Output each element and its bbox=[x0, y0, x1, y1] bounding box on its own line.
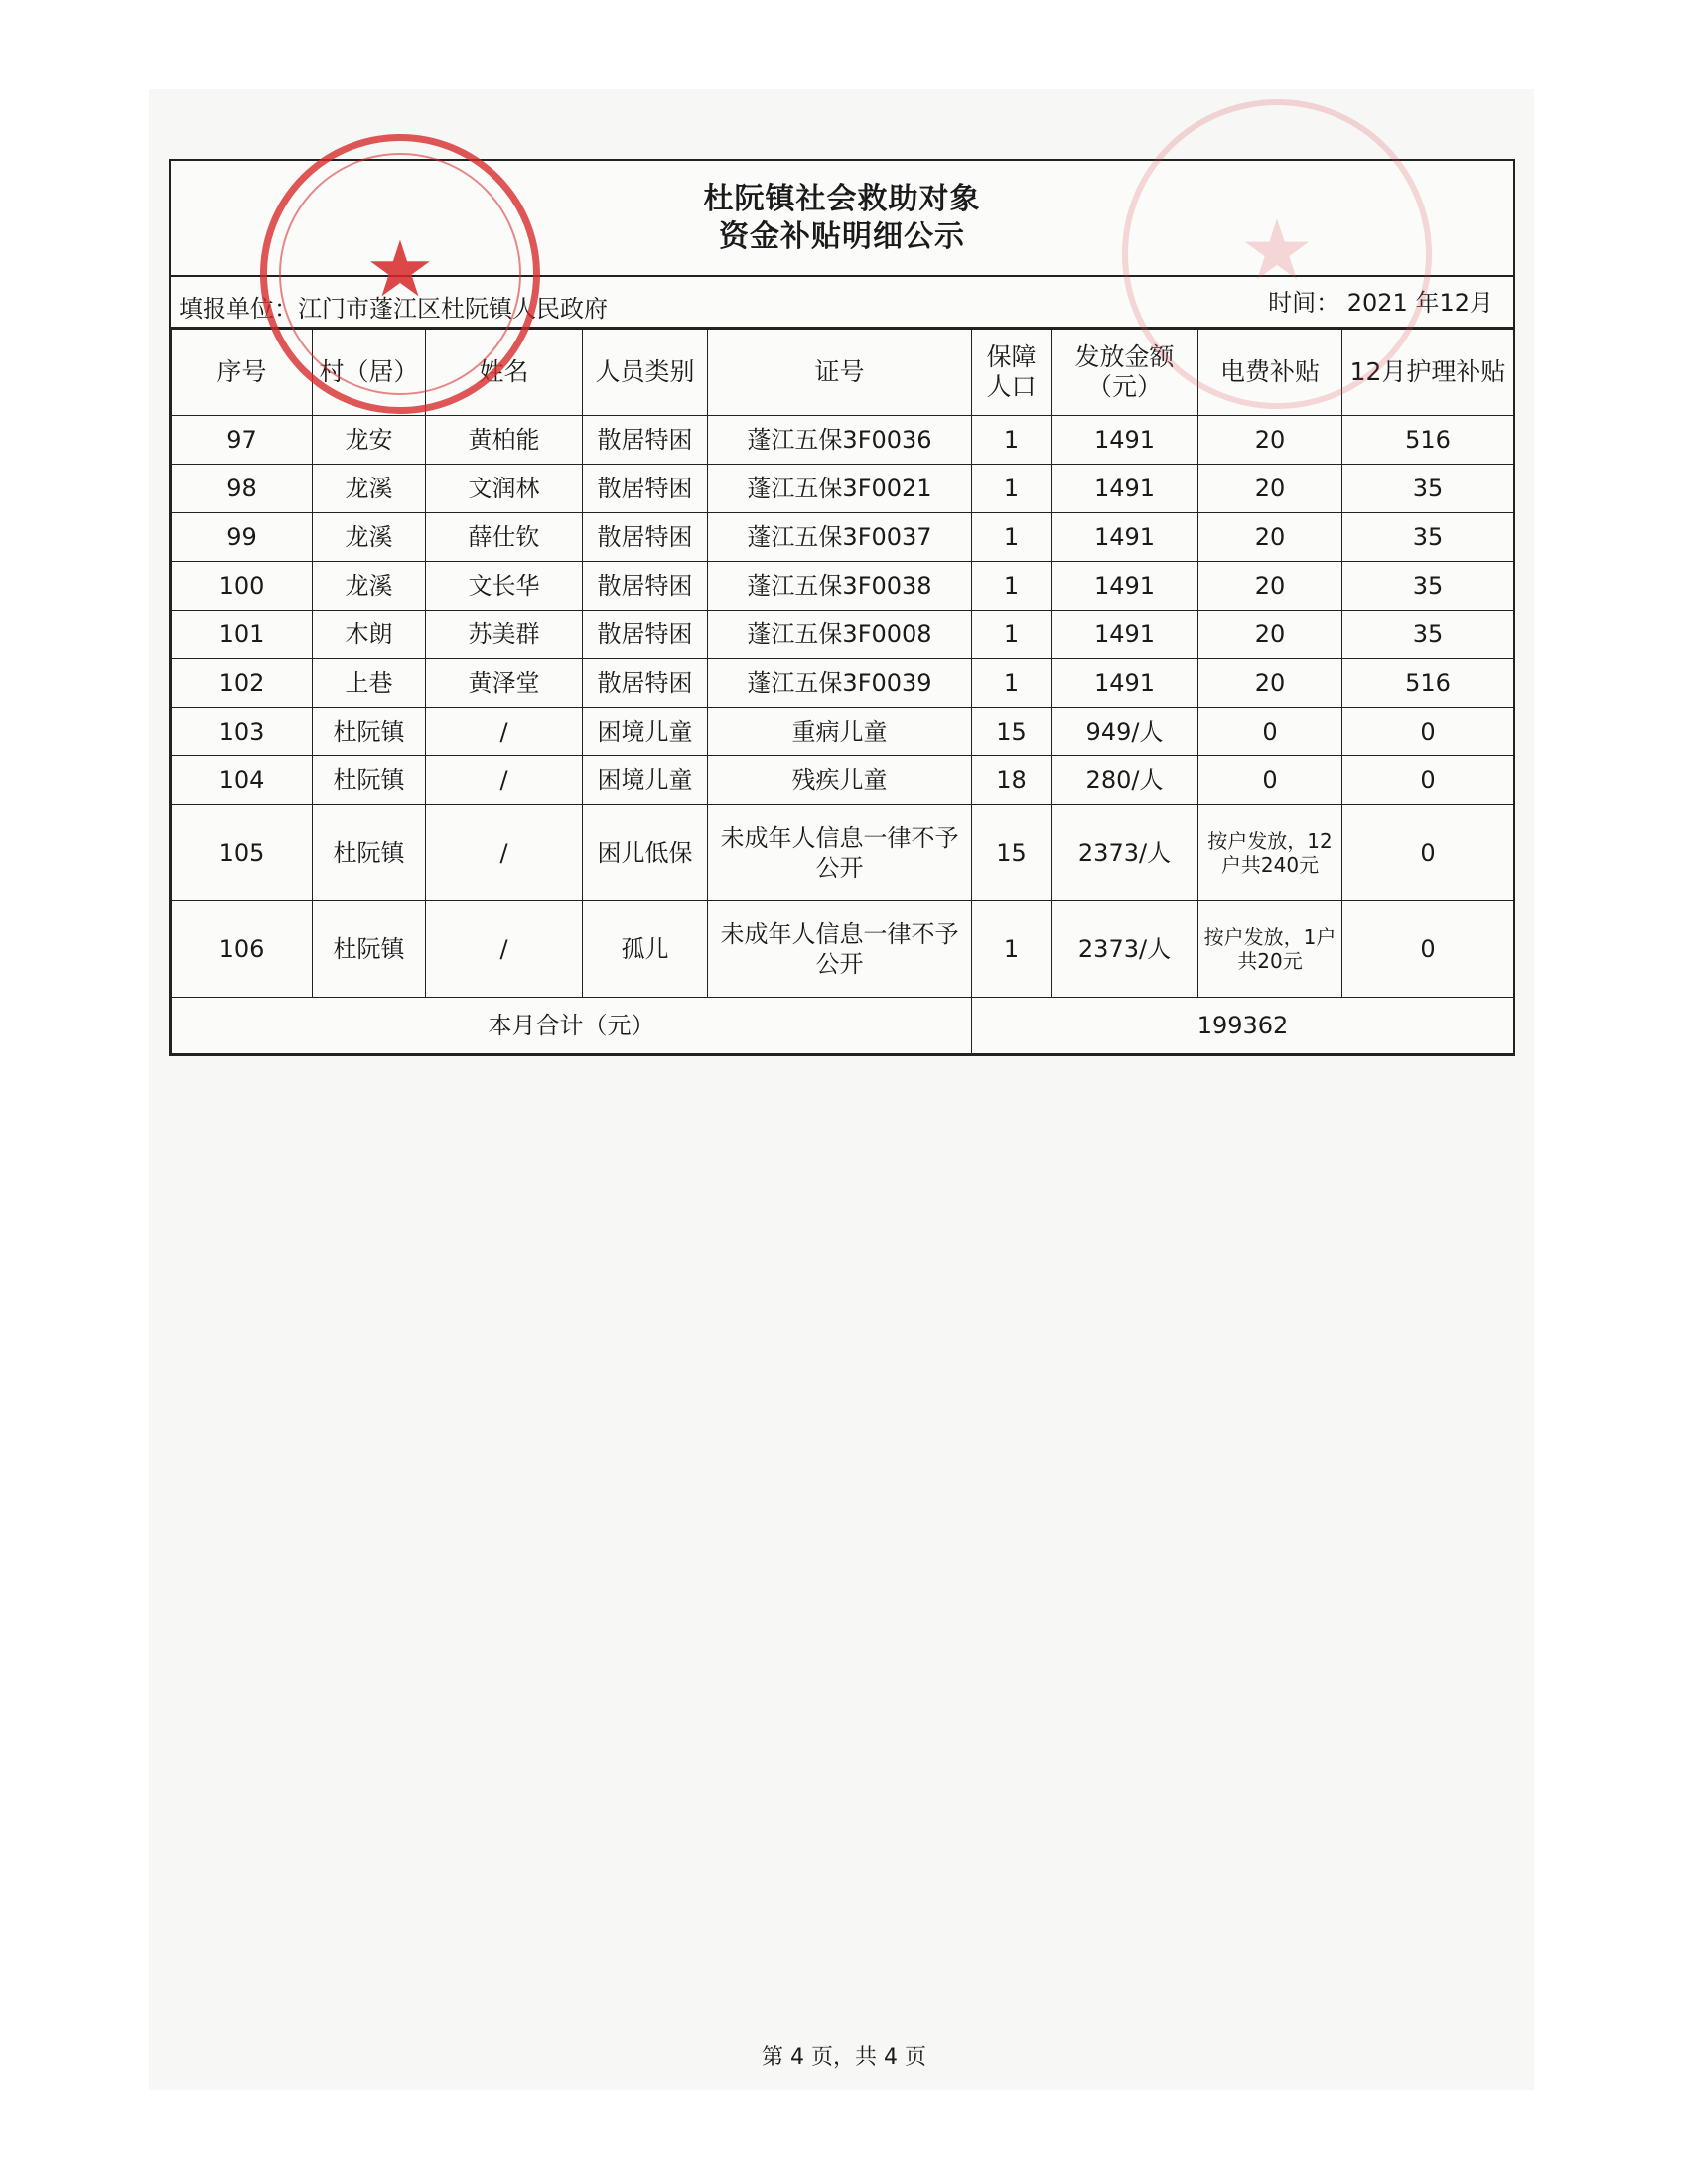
cell-village: 龙溪 bbox=[313, 513, 426, 562]
col-header-nursing: 12月护理补贴 bbox=[1342, 330, 1514, 416]
cell-village: 杜阮镇 bbox=[313, 805, 426, 901]
cell-category: 散居特困 bbox=[583, 513, 708, 562]
cell-cert-no: 蓬江五保3F0038 bbox=[708, 562, 972, 611]
cell-nursing: 35 bbox=[1342, 513, 1514, 562]
time-label: 时间： bbox=[1268, 289, 1340, 317]
table-row bbox=[172, 562, 1514, 611]
cell-seq: 97 bbox=[172, 416, 313, 465]
cell-name: 黄泽堂 bbox=[426, 659, 583, 708]
cell-category: 散居特困 bbox=[583, 562, 708, 611]
cell-category: 散居特困 bbox=[583, 465, 708, 513]
cell-electricity: 20 bbox=[1198, 659, 1342, 708]
total-value: 199362 bbox=[972, 998, 1514, 1054]
table-header-row bbox=[172, 330, 1514, 416]
seal-star-icon: ★ bbox=[365, 225, 435, 316]
cell-cert-no: 重病儿童 bbox=[708, 708, 972, 756]
cell-category: 散居特困 bbox=[583, 659, 708, 708]
cell-cert-no: 蓬江五保3F0036 bbox=[708, 416, 972, 465]
cell-cert-no: 蓬江五保3F0008 bbox=[708, 611, 972, 659]
cell-name: 文长华 bbox=[426, 562, 583, 611]
cell-village: 杜阮镇 bbox=[313, 901, 426, 998]
cell-nursing: 0 bbox=[1342, 805, 1514, 901]
cell-cert-no: 蓬江五保3F0039 bbox=[708, 659, 972, 708]
cell-name: / bbox=[426, 805, 583, 901]
cell-nursing: 35 bbox=[1342, 611, 1514, 659]
cell-covered-people: 1 bbox=[972, 465, 1052, 513]
cell-covered-people: 18 bbox=[972, 756, 1052, 805]
cell-covered-people: 1 bbox=[972, 659, 1052, 708]
cell-nursing: 0 bbox=[1342, 901, 1514, 998]
total-row bbox=[172, 998, 1514, 1054]
cell-amount: 1491 bbox=[1052, 513, 1198, 562]
cell-electricity: 20 bbox=[1198, 562, 1342, 611]
col-header-amount: 发放金额（元） bbox=[1052, 330, 1198, 416]
table-row bbox=[172, 416, 1514, 465]
table-row bbox=[172, 611, 1514, 659]
cell-seq: 99 bbox=[172, 513, 313, 562]
cell-cert-no: 未成年人信息一律不予公开 bbox=[708, 901, 972, 998]
table-row bbox=[172, 756, 1514, 805]
cell-amount: 1491 bbox=[1052, 465, 1198, 513]
col-header-electricity: 电费补贴 bbox=[1198, 330, 1342, 416]
cell-name: 薛仕钦 bbox=[426, 513, 583, 562]
cell-electricity: 20 bbox=[1198, 611, 1342, 659]
cell-electricity: 按户发放，1户共20元 bbox=[1198, 901, 1342, 998]
cell-village: 上巷 bbox=[313, 659, 426, 708]
cell-amount: 1491 bbox=[1052, 659, 1198, 708]
cell-cert-no: 未成年人信息一律不予公开 bbox=[708, 805, 972, 901]
cell-nursing: 516 bbox=[1342, 659, 1514, 708]
cell-electricity: 20 bbox=[1198, 416, 1342, 465]
cell-nursing: 35 bbox=[1342, 562, 1514, 611]
total-label: 本月合计（元） bbox=[172, 998, 972, 1054]
report-time bbox=[1268, 283, 1493, 318]
cell-covered-people: 15 bbox=[972, 708, 1052, 756]
cell-covered-people: 1 bbox=[972, 416, 1052, 465]
cell-nursing: 35 bbox=[1342, 465, 1514, 513]
cell-village: 杜阮镇 bbox=[313, 756, 426, 805]
cell-amount: 2373/人 bbox=[1052, 901, 1198, 998]
cell-seq: 101 bbox=[172, 611, 313, 659]
cell-covered-people: 1 bbox=[972, 513, 1052, 562]
title-line-2: 资金补贴明细公示 bbox=[719, 218, 965, 254]
col-header-cert-no: 证号 bbox=[708, 330, 972, 416]
title-line-1: 杜阮镇社会救助对象 bbox=[703, 181, 981, 216]
col-header-category: 人员类别 bbox=[583, 330, 708, 416]
col-header-seq: 序号 bbox=[172, 330, 313, 416]
faded-seal-star-icon: ★ bbox=[1239, 201, 1315, 299]
cell-name: / bbox=[426, 756, 583, 805]
table-row bbox=[172, 659, 1514, 708]
cell-nursing: 516 bbox=[1342, 416, 1514, 465]
cell-cert-no: 残疾儿童 bbox=[708, 756, 972, 805]
col-header-name: 姓名 bbox=[426, 330, 583, 416]
table-row bbox=[172, 805, 1514, 901]
cell-seq: 102 bbox=[172, 659, 313, 708]
cell-cert-no: 蓬江五保3F0021 bbox=[708, 465, 972, 513]
table-row bbox=[172, 465, 1514, 513]
cell-category: 散居特困 bbox=[583, 611, 708, 659]
cell-category: 困境儿童 bbox=[583, 756, 708, 805]
col-header-village: 村（居） bbox=[313, 330, 426, 416]
cell-name: 黄柏能 bbox=[426, 416, 583, 465]
time-value: 2021 年12月 bbox=[1346, 289, 1493, 317]
cell-seq: 98 bbox=[172, 465, 313, 513]
cell-nursing: 0 bbox=[1342, 708, 1514, 756]
reporting-unit: 填报单位：江门市蓬江区杜阮镇人民政府 bbox=[179, 295, 608, 323]
cell-seq: 100 bbox=[172, 562, 313, 611]
cell-name: / bbox=[426, 708, 583, 756]
cell-electricity: 20 bbox=[1198, 465, 1342, 513]
col-header-covered-people: 保障人口 bbox=[972, 330, 1052, 416]
cell-covered-people: 15 bbox=[972, 805, 1052, 901]
cell-nursing: 0 bbox=[1342, 756, 1514, 805]
table-row bbox=[172, 708, 1514, 756]
cell-electricity: 按户发放，12户共240元 bbox=[1198, 805, 1342, 901]
table-row bbox=[172, 513, 1514, 562]
cell-electricity: 20 bbox=[1198, 513, 1342, 562]
cell-seq: 104 bbox=[172, 756, 313, 805]
cell-category: 困境儿童 bbox=[583, 708, 708, 756]
cell-covered-people: 1 bbox=[972, 611, 1052, 659]
table-body bbox=[172, 416, 1514, 998]
cell-covered-people: 1 bbox=[972, 562, 1052, 611]
cell-village: 杜阮镇 bbox=[313, 708, 426, 756]
subsidy-table-container bbox=[169, 159, 1515, 1056]
cell-village: 龙安 bbox=[313, 416, 426, 465]
page-footer: 第 4 页，共 4 页 bbox=[762, 2045, 926, 2070]
cell-village: 龙溪 bbox=[313, 562, 426, 611]
cell-seq: 103 bbox=[172, 708, 313, 756]
cell-amount: 2373/人 bbox=[1052, 805, 1198, 901]
cell-electricity: 0 bbox=[1198, 756, 1342, 805]
subsidy-table bbox=[171, 329, 1514, 1054]
cell-village: 龙溪 bbox=[313, 465, 426, 513]
cell-electricity: 0 bbox=[1198, 708, 1342, 756]
table-row bbox=[172, 901, 1514, 998]
cell-amount: 1491 bbox=[1052, 416, 1198, 465]
cell-cert-no: 蓬江五保3F0037 bbox=[708, 513, 972, 562]
cell-amount: 1491 bbox=[1052, 611, 1198, 659]
document-title bbox=[171, 161, 1513, 277]
cell-category: 困儿低保 bbox=[583, 805, 708, 901]
cell-category: 散居特困 bbox=[583, 416, 708, 465]
cell-amount: 1491 bbox=[1052, 562, 1198, 611]
cell-seq: 105 bbox=[172, 805, 313, 901]
cell-village: 木朗 bbox=[313, 611, 426, 659]
cell-category: 孤儿 bbox=[583, 901, 708, 998]
cell-amount: 949/人 bbox=[1052, 708, 1198, 756]
meta-row bbox=[171, 277, 1513, 329]
cell-seq: 106 bbox=[172, 901, 313, 998]
cell-name: 苏美群 bbox=[426, 611, 583, 659]
cell-amount: 280/人 bbox=[1052, 756, 1198, 805]
cell-covered-people: 1 bbox=[972, 901, 1052, 998]
cell-name: 文润林 bbox=[426, 465, 583, 513]
cell-name: / bbox=[426, 901, 583, 998]
